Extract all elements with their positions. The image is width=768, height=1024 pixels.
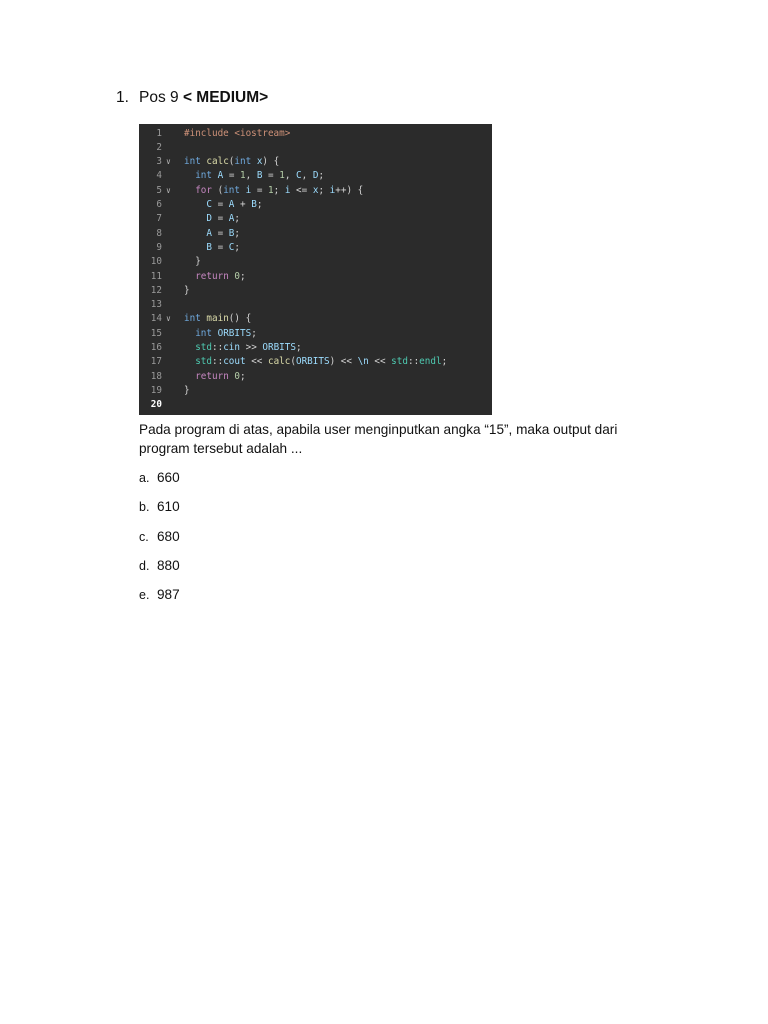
code-token: C (296, 170, 302, 182)
code-token: ; (240, 270, 246, 282)
code-token: B (251, 199, 257, 210)
code-text (184, 241, 240, 255)
code-text (184, 312, 251, 326)
code-line (139, 384, 492, 398)
code-token: } (184, 384, 190, 396)
option-value: 660 (157, 470, 180, 485)
code-token: , (245, 170, 257, 182)
code-token: int (195, 327, 212, 339)
line-number: 1 (156, 127, 162, 139)
code-token: :: (407, 356, 420, 368)
code-token (184, 371, 195, 382)
code-token: ( (212, 184, 224, 196)
code-token: = (251, 184, 269, 196)
code-line (139, 398, 492, 412)
code-token: return (195, 370, 229, 382)
answer-option-d (139, 556, 180, 585)
code-text (184, 227, 240, 241)
code-token: ; (251, 327, 257, 339)
code-text (184, 155, 279, 169)
code-line (139, 169, 492, 183)
code-token: ( (228, 156, 235, 168)
code-line (139, 198, 492, 212)
code-token: + (234, 199, 252, 210)
code-line (139, 298, 492, 312)
code-token: int (195, 170, 212, 182)
code-token (184, 170, 195, 181)
code-token: ) << (329, 356, 358, 368)
code-token: = (212, 241, 229, 253)
fold-chevron-icon[interactable]: ∨ (166, 314, 171, 324)
code-token: ; (318, 170, 325, 182)
question-title: Pos 9 (139, 89, 183, 106)
option-letter: c. (139, 529, 149, 544)
code-token: ; (273, 184, 285, 196)
option-value: 987 (157, 587, 180, 603)
line-number: 16 (150, 342, 162, 353)
code-line (139, 355, 492, 369)
line-number: 11 (150, 270, 162, 282)
line-number: 15 (150, 327, 162, 339)
code-token: ; (234, 241, 241, 253)
line-number: 14 (150, 313, 162, 325)
option-letter: a. (139, 471, 150, 485)
difficulty-tag: < MEDIUM> (182, 89, 269, 106)
code-token (184, 213, 206, 224)
code-token: i (329, 184, 336, 196)
code-token: ; (234, 213, 241, 225)
code-token: cin (223, 342, 240, 353)
code-token: D (312, 170, 319, 182)
code-token: x (312, 184, 319, 196)
code-token: 0 (234, 270, 241, 282)
answer-option-e (139, 585, 180, 614)
code-line (139, 127, 492, 141)
code-token (184, 342, 195, 353)
code-token: A (217, 170, 224, 182)
code-line (139, 327, 492, 341)
line-number: 6 (156, 199, 162, 210)
code-screenshot (139, 124, 492, 415)
line-number: 2 (156, 141, 162, 153)
code-token: A (228, 213, 235, 225)
answer-option-b (139, 497, 180, 526)
code-token: 1 (268, 184, 274, 196)
code-text (184, 184, 363, 198)
code-token: :: (212, 356, 224, 368)
question-text: Pada program di atas, apabila user menginputkan angka “15”, maka output dari program tersebut adalah ... (139, 422, 618, 456)
code-token: ; (295, 342, 302, 353)
line-number: 10 (150, 256, 162, 268)
code-line (139, 141, 492, 155)
code-token: int (184, 313, 201, 325)
code-token: C (206, 199, 212, 210)
code-token (184, 328, 195, 339)
line-number: 8 (156, 227, 162, 239)
code-text (184, 169, 324, 183)
answer-options (139, 468, 180, 614)
code-token: for (195, 184, 212, 196)
code-line (139, 270, 492, 284)
line-number: 5 (156, 184, 162, 196)
code-token: B (206, 241, 212, 253)
code-token: ORBITS (295, 356, 330, 368)
code-token (184, 271, 195, 282)
code-token: 1 (240, 170, 246, 182)
code-token: x (256, 156, 263, 168)
code-token: ORBITS (217, 327, 252, 339)
option-value: 610 (157, 499, 180, 515)
code-token (184, 228, 206, 239)
option-value: 680 (157, 528, 180, 544)
code-line (139, 184, 492, 198)
code-token: = (212, 213, 229, 225)
code-token: int (234, 156, 252, 168)
answer-option-a (139, 468, 180, 497)
code-token: return (195, 270, 229, 282)
code-line (139, 370, 492, 384)
code-line (139, 212, 492, 226)
code-token (184, 356, 195, 367)
code-token: calc (206, 156, 229, 168)
code-text (184, 198, 262, 212)
code-token: } (184, 284, 190, 296)
code-token: calc (267, 356, 291, 368)
line-number: 12 (150, 284, 162, 296)
code-token: #include <iostream> (184, 127, 291, 139)
code-token: endl (419, 356, 442, 368)
code-token: } (184, 256, 201, 268)
code-token (184, 242, 206, 253)
code-text (184, 255, 201, 269)
code-token (184, 185, 195, 196)
code-token: ; (318, 184, 330, 196)
code-token: ( (290, 356, 296, 368)
question-header (116, 88, 268, 108)
line-number: 9 (156, 241, 162, 253)
code-token: std (195, 356, 212, 368)
code-text (184, 384, 190, 398)
code-token: 0 (234, 370, 241, 382)
fold-chevron-icon[interactable]: ∨ (166, 185, 171, 195)
code-token: int (184, 156, 201, 168)
code-token: D (206, 213, 212, 225)
line-number: 19 (150, 384, 162, 396)
code-token: B (256, 170, 263, 182)
code-token: ORBITS (262, 342, 296, 353)
line-number: 4 (156, 170, 162, 182)
option-letter: b. (139, 500, 150, 515)
code-token: << (368, 356, 392, 368)
code-token: i (284, 184, 291, 196)
code-token: = (223, 170, 241, 182)
code-token: C (228, 241, 235, 253)
code-token: A (228, 199, 235, 210)
code-token: () { (228, 313, 252, 325)
line-number: 18 (150, 370, 162, 382)
code-token: \n (357, 356, 369, 368)
code-token: <= (290, 184, 313, 196)
option-letter: d. (139, 558, 150, 573)
code-token: , (284, 170, 297, 182)
code-token: ; (256, 199, 263, 210)
code-text (184, 284, 190, 298)
line-number: 17 (150, 356, 162, 368)
line-number: 20 (150, 399, 162, 411)
code-line (139, 241, 492, 255)
code-line (139, 341, 492, 355)
code-text (184, 341, 302, 355)
code-token: << (245, 356, 268, 368)
code-text (184, 370, 246, 384)
code-text (184, 270, 246, 284)
code-token: , (301, 170, 313, 182)
line-number: 3 (156, 156, 162, 168)
code-text (184, 327, 257, 341)
code-text (184, 355, 447, 369)
line-number: 13 (150, 299, 162, 311)
code-token: main (206, 313, 229, 325)
line-number: 7 (156, 213, 162, 225)
answer-option-c (139, 527, 180, 556)
code-token: >> (240, 342, 263, 353)
code-token: A (206, 227, 212, 239)
code-line (139, 155, 492, 169)
code-line (139, 284, 492, 298)
code-token: cout (223, 356, 246, 368)
code-token: = (212, 227, 229, 239)
code-token: i (245, 184, 252, 196)
question-number: 1. (116, 89, 129, 106)
code-token: ++) { (335, 184, 364, 196)
code-token: ; (441, 356, 448, 368)
code-token: = (262, 170, 280, 182)
code-token: std (391, 356, 408, 368)
code-line (139, 227, 492, 241)
code-token: ; (234, 227, 241, 239)
fold-chevron-icon[interactable]: ∨ (166, 157, 171, 167)
code-token: ) { (262, 156, 280, 168)
code-token: int (223, 184, 240, 196)
code-token: B (228, 227, 235, 239)
option-value: 880 (157, 557, 180, 573)
code-line (139, 255, 492, 269)
code-token: ; (240, 370, 246, 382)
code-text (184, 212, 240, 226)
code-text (184, 127, 290, 141)
code-token: :: (212, 342, 224, 353)
code-token: = (212, 199, 229, 210)
code-line (139, 312, 492, 326)
option-letter: e. (139, 588, 150, 603)
code-token: std (195, 342, 212, 353)
code-token (184, 199, 206, 210)
code-token: 1 (279, 170, 285, 182)
